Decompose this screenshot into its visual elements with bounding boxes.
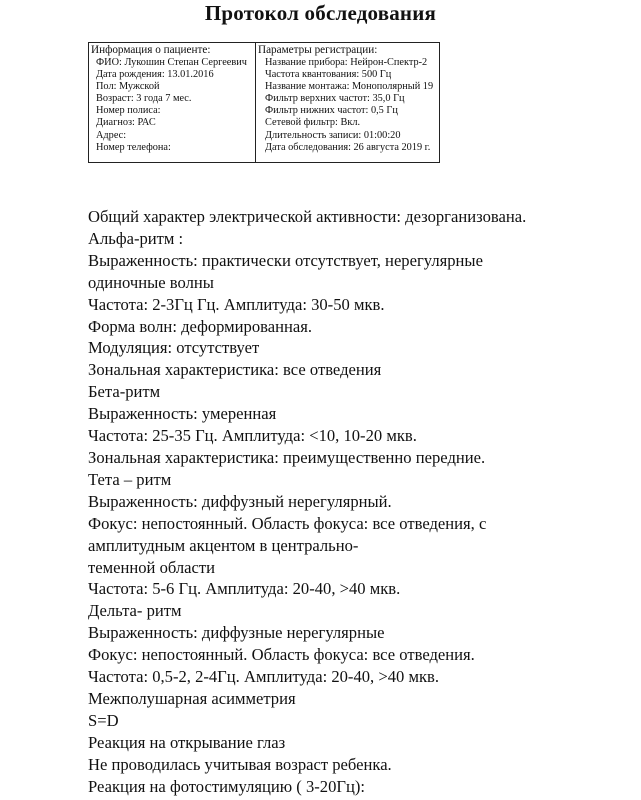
report-line: Не проводилась учитывая возраст ребенка. [88, 754, 392, 774]
report-line: одиночные волны [88, 272, 214, 292]
report-line: Форма волн: деформированная. [88, 316, 313, 336]
registration-params-column [256, 43, 439, 162]
recording-duration: Длительность записи: 01:00:20 [265, 129, 401, 141]
patient-diagnosis: Диагноз: РАС [96, 117, 156, 129]
report-line: Зональная характеристика: все отведения [88, 360, 382, 380]
patient-info-heading: Информация о пациенте: [91, 44, 211, 56]
report-line: амплитудным акцентом в центрально- [88, 535, 359, 555]
sampling-rate: Частота квантования: 500 Гц [265, 69, 392, 81]
report-line: Выраженность: практически отсутствует, нерегулярные [88, 250, 483, 270]
report-line: Частота: 0,5-2, 2-4Гц. Амплитуда: 20-40, >40 мкв. [88, 667, 439, 687]
report-line: Выраженность: диффузные нерегулярные [88, 623, 385, 643]
report-line: Альфа-ритм : [88, 228, 184, 248]
montage-name: Название монтажа: Монополярный 19 [265, 81, 434, 93]
exam-date: Дата обследования: 26 августа 2019 г. [265, 141, 431, 153]
patient-sex: Пол: Мужской [96, 81, 160, 93]
report-line: Реакция на фотостимуляцию ( 3-20Гц): [88, 776, 365, 796]
report-line: теменной области [88, 557, 216, 577]
patient-policy-number: Номер полиса: [96, 105, 161, 117]
report-line: Зональная характеристика: преимущественно передние. [88, 447, 486, 467]
patient-birth-date: Дата рождения: 13.01.2016 [96, 69, 214, 81]
device-name: Название прибора: Нейрон-Спектр-2 [265, 57, 428, 68]
patient-address: Адрес: [96, 129, 127, 141]
report-line: Частота: 5-6 Гц. Амплитуда: 20-40, >40 мкв. [88, 579, 401, 599]
report-line: Частота: 2-3Гц Гц. Амплитуда: 30-50 мкв. [88, 294, 385, 314]
low-frequency-filter: Фильтр нижних частот: 0,5 Гц [265, 105, 398, 117]
header-info-table [88, 42, 440, 163]
report-line: Тета – ритм [88, 469, 172, 489]
report-line: Модуляция: отсутствует [88, 338, 260, 358]
notch-filter: Сетевой фильтр: Вкл. [265, 117, 361, 129]
report-line: Выраженность: умеренная [88, 404, 277, 424]
report-line: Бета-ритм [88, 382, 161, 402]
report-line: Частота: 25-35 Гц. Амплитуда: <10, 10-20 мкв. [88, 426, 417, 446]
report-line: Фокус: непостоянный. Область фокуса: все отведения. [88, 645, 475, 665]
high-frequency-filter: Фильтр верхних частот: 35,0 Гц [265, 93, 405, 105]
patient-phone: Номер телефона: [96, 141, 171, 153]
patient-name: ФИО: Лукошин Степан Сергеевич [96, 57, 247, 68]
registration-params-heading: Параметры регистрации: [258, 44, 378, 56]
page-title: Протокол обследования [204, 1, 437, 25]
report-line: Реакция на открывание глаз [88, 732, 286, 752]
report-line: S=D [88, 710, 119, 730]
report-line: Межполушарная асимметрия [88, 688, 296, 708]
report-line: Дельта- ритм [88, 601, 182, 621]
report-line: Общий характер электрической активности: дезорганизована. [88, 207, 527, 226]
report-line: Фокус: непостоянный. Область фокуса: все отведения, с [88, 513, 487, 533]
patient-info-column [89, 43, 256, 162]
report-body [88, 206, 628, 797]
report-line: Выраженность: диффузный нерегулярный. [88, 491, 392, 511]
patient-age: Возраст: 3 года 7 мес. [96, 93, 192, 105]
